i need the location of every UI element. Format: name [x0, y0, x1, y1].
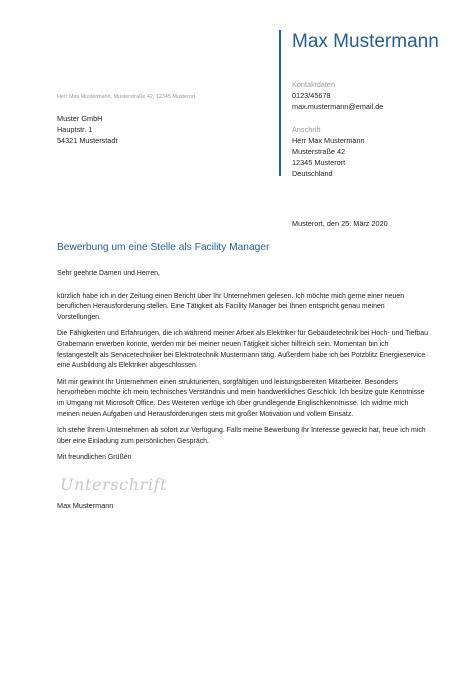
- applicant-name: Max Mustermann: [292, 31, 439, 52]
- address-heading: Anschrift: [292, 125, 321, 134]
- address-line: Musterstraße 42: [292, 147, 346, 156]
- body-paragraph: kürzlich habe ich in der Zeitung einen Bericht über Ihr Unternehmen gelesen. Ich möchte mich gerne einer neuen beruflichen Herausforderung stellen. Eine Tätigkeit als Facility Manager bei Ihnen entspricht genau meinen Vorstellungen.: [57, 292, 405, 321]
- sender-return-line: Herr Max Mustermann, Musterstraße 42, 12345 Musterort: [57, 94, 196, 100]
- closing: Mit freundlichen Grüßen: [57, 454, 132, 462]
- letter-subject: Bewerbung um eine Stelle als Facility Manager: [57, 242, 270, 253]
- header-divider-line: [279, 30, 281, 176]
- contact-block: [292, 79, 383, 112]
- greeting: Sehr geehrte Damen und Herren,: [57, 270, 160, 277]
- contact-phone: 0123/45678: [292, 91, 331, 100]
- address-line: Deutschland: [292, 169, 333, 178]
- body-paragraph: Ich stehe Ihrem Unternehmen ab sofort zur Verfügung. Falls meine Bewerbung Ihr Interesse geweckt hat, freue ich mich über eine Einladung zum persönlichen Gespräch.: [57, 427, 426, 445]
- recipient-line: Muster GmbH: [57, 114, 103, 123]
- recipient-block: [57, 113, 117, 146]
- address-line: 12345 Musterort: [292, 158, 346, 167]
- body-paragraph: Die Fähigkeiten und Erfahrungen, die ich während meiner Arbeit als Elektriker für Gebäudetechnik bei Hoch- und Tiefbau Grabemann erwerben konnte, werden mir bei meiner neuen Tätigkeit sicher hilfreich sein. Momentan bin ich festangestellt als Servicetechniker bei Elektrotechnik Mustermann tätig. Außerdem habe ich bei Potzblitz Energieservice eine Ausbildung als Elektriker abgeschlossen.: [57, 330, 428, 370]
- contact-email: max.mustermann@email.de: [292, 102, 384, 111]
- body-paragraph: Mit mir gewinnt Ihr Unternehmen einen strukturierten, sorgfältigen und leistungsbereiten Mitarbeiter. Besonders hervorheben möchte ich mein technisches Verständnis und mein handwerkliches Geschick. Ich besitze gute Kenntnisse im Umgang mit Microsoft Office. Des Weiteren verfüge ich über grundlegende Englischkenntnisse. Ich widme mich meinen neuen Aufgaben und Herausforderungen stets mit großer Motivation und vollem Einsatz.: [57, 378, 425, 418]
- address-line: Herr Max Mustermann: [292, 136, 365, 145]
- contact-heading: Kontaktdaten: [292, 80, 336, 89]
- signature-name: Max Mustermann: [57, 501, 114, 510]
- recipient-line: Hauptstr. 1: [57, 125, 93, 134]
- signature-placeholder: Unterschrift: [60, 475, 168, 494]
- letter-body: [57, 269, 429, 470]
- letter-date: Musterort, den 25. März 2020: [292, 219, 388, 228]
- address-block: [292, 124, 365, 179]
- recipient-line: 54321 Musterstadt: [57, 136, 118, 145]
